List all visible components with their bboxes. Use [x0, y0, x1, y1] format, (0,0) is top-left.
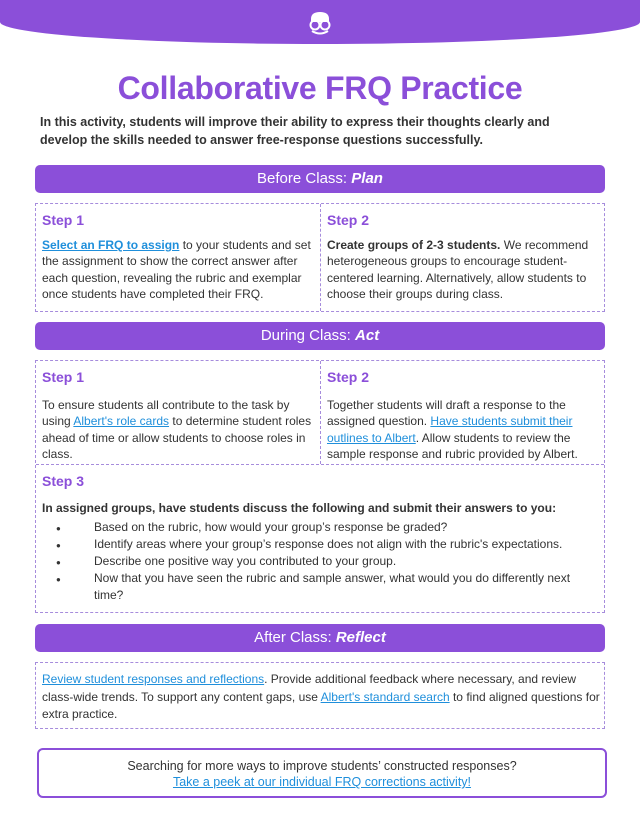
before-step2-text [327, 237, 597, 303]
list-item: ● Describe one positive way you contributed to your group. [56, 553, 596, 570]
during-step3-lead: In assigned groups, have students discuss the following and submit their answers to you: [42, 501, 557, 515]
after-class-text [42, 671, 600, 724]
during-class-heading-emphasis: Act [355, 327, 380, 344]
before-step2-label: Step 2 [327, 212, 370, 228]
before-class-panel [35, 203, 605, 312]
during-step2-body-b: . Allow students to review the sample response and rubric provided by Albert. [327, 430, 578, 462]
discussion-list [56, 519, 596, 604]
before-class-heading-label: Before Class: [257, 170, 352, 187]
during-step1-cell [36, 361, 321, 464]
standard-search-link[interactable]: Albert's standard search [320, 689, 450, 704]
after-class-heading-emphasis: Reflect [335, 629, 386, 646]
during-step3-label: Step 3 [42, 473, 85, 489]
review-responses-link[interactable]: Review student responses and reflections [42, 672, 265, 686]
before-step1-label: Step 1 [42, 212, 85, 228]
select-frq-link[interactable]: Select an FRQ to assign [42, 238, 180, 252]
before-step2-cell [321, 204, 604, 311]
during-step2-body-a: Together students will draft a response to the assigned question. [327, 398, 566, 429]
page-title: Collaborative FRQ Practice [117, 70, 523, 106]
during-class-heading-label: During Class: [260, 327, 356, 344]
before-step1-body: to your students and set the assignment to show the correct answer after each question, revealing the rubric and exemplar once students have completed their FRQ. [42, 238, 311, 302]
during-step1-label: Step 1 [42, 369, 85, 385]
list-item: ● Now that you have seen the rubric and sample answer, what would you do differently next time? [56, 570, 596, 604]
list-item: ● Identify areas where your group’s response does not align with the rubric's expectations. [56, 536, 596, 553]
during-class-panel [35, 360, 605, 613]
before-step2-body: We recommend heterogeneous groups to encourage student-centered learning. Alternatively, allow students to choose their groups during class. [327, 238, 589, 302]
before-step1-cell [36, 204, 321, 311]
owl-logo-icon [305, 10, 335, 36]
during-step1-body-a: To ensure students all contribute to the task by using [42, 398, 290, 429]
step-divider [36, 464, 604, 465]
after-class-heading-label: After Class: [254, 629, 336, 646]
list-item: ● Based on the rubric, how would your group’s response be graded? [56, 519, 596, 536]
role-cards-link[interactable]: Albert's role cards [73, 414, 170, 429]
during-step2-cell [321, 361, 604, 464]
callout-text: Searching for more ways to improve students’ constructed responses? [127, 759, 517, 773]
during-step1-body-b: to determine student roles ahead of time or allow students to choose roles in class. [42, 414, 312, 462]
intro-paragraph: In this activity, students will improve their ability to express their thoughts clearly and develop the skills needed to answer free-response questions successfully. [40, 115, 550, 147]
after-class-body-b: to find aligned questions for extra practice. [42, 689, 600, 721]
before-step1-text [42, 237, 314, 303]
before-step2-bold: Create groups of 2-3 students. [327, 238, 501, 252]
after-class-panel [35, 662, 605, 729]
during-step2-text [327, 397, 597, 463]
submit-outlines-link[interactable]: Have students submit their outlines to Albert [327, 414, 573, 445]
during-step1-text [42, 397, 314, 463]
before-class-heading [35, 165, 605, 193]
during-step2-label: Step 2 [327, 369, 370, 385]
callout-box [37, 748, 607, 798]
during-class-heading [35, 322, 605, 350]
after-class-heading [35, 624, 605, 652]
frq-corrections-link[interactable]: Take a peek at our individual FRQ corrections activity! [172, 775, 472, 789]
before-class-heading-emphasis: Plan [351, 170, 383, 187]
after-class-body-a: . Provide additional feedback where necessary, and review class-wide trends. To support any content gaps, use [42, 672, 577, 704]
